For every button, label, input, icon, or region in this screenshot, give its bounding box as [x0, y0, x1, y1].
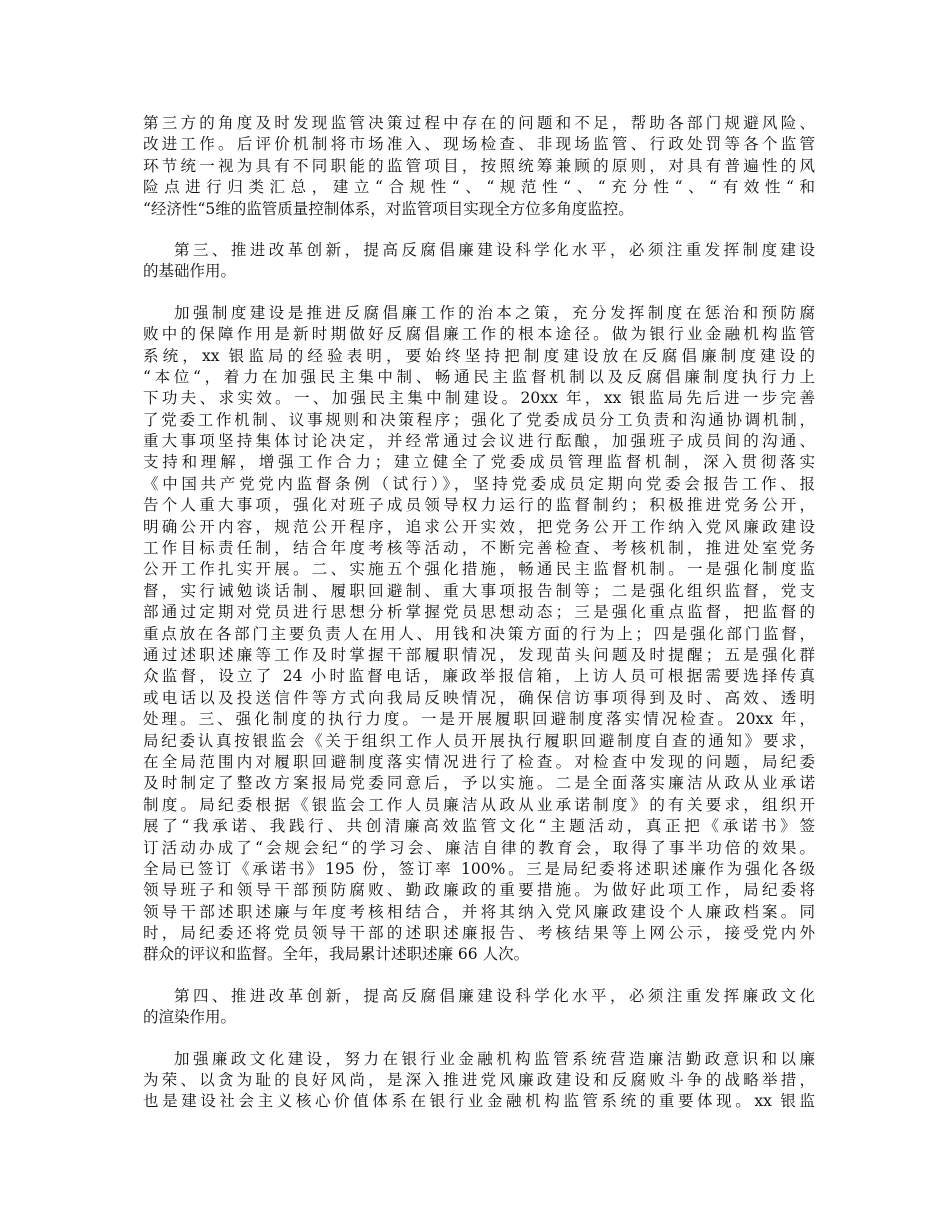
text-line: 领导班子和领导干部预防腐败、勤政廉政的重要措施。为做好此项工作，局纪委将 — [143, 881, 815, 900]
text-line: 或电话以及投送信件等方式向我局反映情况，确保信访事项得到及时、高效、透明 — [143, 688, 815, 707]
text-line: 督，实行诫勉谈话制、履职回避制、重大事项报告制等；二是强化组织监督，党支 — [143, 581, 815, 600]
text-line: 第四、推进改革创新，提高反腐倡廉建设科学化水平，必须注重发挥廉政文化 — [174, 986, 815, 1005]
text-line: 重点放在各部门主要负责人在用人、用钱和决策方面的行为上；四是强化部门监督， — [143, 624, 815, 643]
paragraph-5 — [143, 1049, 815, 1113]
text-line: 第三方的角度及时发现监管决策过程中存在的问题和不足，帮助各部门规避风险、 — [143, 114, 815, 132]
text-line: 订活动办成了“会规会纪“的学习会、廉洁自律的教育会，取得了事半功倍的效果。 — [143, 838, 815, 857]
text-line: 加强廉政文化建设，努力在银行业金融机构监管系统营造廉洁勤政意识和以廉 — [174, 1049, 815, 1068]
text-line: 败中的保障作用是新时期做好反腐倡廉工作的根本途径。做为银行业金融机构监管 — [143, 325, 815, 344]
text-line: 的基础作用。 — [143, 262, 237, 281]
text-line: 环节统一视为具有不同职能的监管项目，按照统筹兼顾的原则，对具有普遍性的风 — [143, 156, 815, 175]
text-line: 展了“我承诺、我践行、共创清廉高效监管文化“主题活动，真正把《承诺书》签 — [143, 817, 815, 836]
text-line: 领导干部述职述廉与年度考核相结合，并将其纳入党风廉政建设个人廉政档案。同 — [143, 902, 815, 921]
text-line: 公开工作扎实开展。二、实施五个强化措施，畅通民主监督机制。一是强化制度监 — [143, 560, 815, 579]
text-line: 部通过定期对党员进行思想分析掌握党员思想动态；三是强化重点监督，把监督的 — [143, 603, 815, 622]
text-line: 了党委工作机制、议事规则和决策程序；强化了党委成员分工负责和沟通协调机制， — [143, 410, 815, 429]
text-line: 全局已签订《承诺书》195 份，签订率 100%。三是局纪委将述职述廉作为强化各级 — [143, 859, 815, 878]
text-line: 支持和理解，增强工作合力；建立健全了党委成员管理监督机制，深入贯彻落实 — [143, 453, 815, 472]
document-page — [143, 113, 815, 1133]
text-line: 在全局范围内对履职回避制度落实情况进行了检查。对检查中发现的问题，局纪委 — [143, 752, 815, 771]
text-line: 系统，xx 银监局的经验表明，要始终坚持把制度建设放在反腐倡廉制度建设的 — [143, 346, 815, 365]
paragraph-3 — [143, 303, 815, 966]
text-line: 也是建设社会主义核心价值体系在银行业金融机构监管系统的重要体现。xx 银监 — [143, 1092, 815, 1111]
paragraph-2 — [143, 240, 815, 283]
text-line: 下功夫、求实效。一、加强民主集中制建设。20xx 年，xx 银监局先后进一步完善 — [143, 389, 815, 408]
text-line: 险点进行归类汇总，建立“合规性“、“规范性“、“充分性“、“有效性“和 — [143, 178, 815, 197]
text-line: “本位“，着力在加强民主集中制、畅通民主监督机制以及反腐倡廉制度执行力上 — [143, 367, 815, 386]
text-line: 工作目标责任制，结合年度考核等活动，不断完善检查、考核机制，推进处室党务 — [143, 539, 815, 558]
text-line: 处理。三、强化制度的执行力度。一是开展履职回避制度落实情况检查。20xx 年， — [143, 710, 815, 729]
text-line: 通过述职述廉等工作及时掌握干部履职情况，发现苗头问题及时提醒；五是强化群 — [143, 645, 815, 664]
text-line: 制度。局纪委根据《银监会工作人员廉洁从政从业承诺制度》的有关要求，组织开 — [143, 795, 815, 814]
text-line: 改进工作。后评价机制将市场准入、现场检查、非现场监管、行政处罚等各个监管 — [143, 135, 815, 154]
text-line: 及时制定了整改方案报局党委同意后，予以实施。二是全面落实廉洁从政从业承诺 — [143, 774, 815, 793]
text-line: 时，局纪委还将党员领导干部的述职述廉报告、考核结果等上网公示，接受党内外 — [143, 924, 815, 943]
text-line: 加强制度建设是推进反腐倡廉工作的治本之策，充分发挥制度在惩治和预防腐 — [174, 303, 815, 322]
text-line: 群众的评议和监督。全年，我局累计述职述廉 66 人次。 — [143, 945, 530, 964]
text-line: “经济性“5维的监管质量控制体系，对监管项目实现全方位多角度监控。 — [143, 199, 634, 218]
text-line: 明确公开内容，规范公开程序，追求公开实效，把党务公开工作纳入党风廉政建设 — [143, 517, 815, 536]
text-line: 的渲染作用。 — [143, 1008, 237, 1027]
text-line: 《中国共产党党内监督条例（试行）》，坚持党委成员定期向党委会报告工作、报 — [143, 474, 815, 493]
text-line: 为荣、以贪为耻的良好风尚，是深入推进党风廉政建设和反腐败斗争的战略举措， — [143, 1071, 815, 1090]
paragraph-1 — [143, 113, 815, 220]
text-line: 第三、推进改革创新，提高反腐倡廉建设科学化水平，必须注重发挥制度建设 — [174, 240, 815, 259]
text-line: 重大事项坚持集体讨论决定，并经常通过会议进行酝酿，加强班子成员间的沟通、 — [143, 432, 815, 451]
paragraph-4 — [143, 986, 815, 1029]
text-line: 告个人重大事项，强化对班子成员领导权力运行的监督制约；积极推进党务公开， — [143, 496, 815, 515]
text-line: 众监督，设立了 24 小时监督电话，廉政举报信箱，上访人员可根据需要选择传真 — [143, 667, 815, 686]
text-line: 局纪委认真按银监会《关于组织工作人员开展执行履职回避制度自查的通知》要求， — [143, 731, 815, 750]
